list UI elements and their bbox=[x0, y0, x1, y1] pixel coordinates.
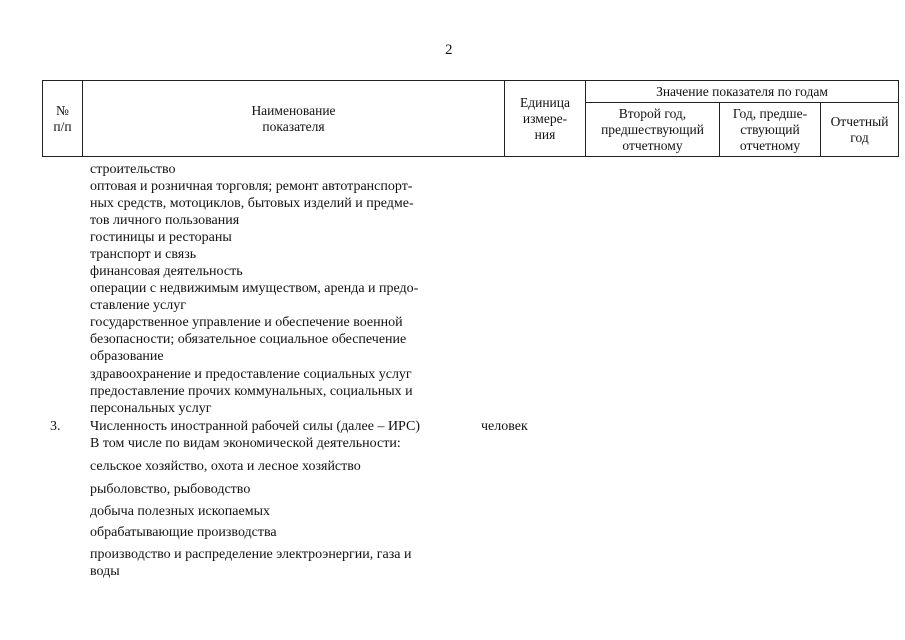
col-unit-header bbox=[505, 81, 586, 157]
header-text: Единица bbox=[519, 94, 570, 110]
header-text: показателя bbox=[262, 118, 325, 134]
col-prev-year-header bbox=[720, 103, 821, 157]
header-text: ния bbox=[534, 126, 556, 142]
list-item: В том числе по видам экономической деятельности: bbox=[90, 436, 401, 451]
list-item: образование bbox=[90, 349, 164, 364]
col-name-header bbox=[83, 81, 505, 157]
header-text: Второй год, bbox=[618, 105, 687, 121]
item-unit: человек bbox=[481, 419, 528, 434]
list-item: гостиницы и рестораны bbox=[90, 230, 232, 245]
col-report-year-header bbox=[821, 103, 899, 157]
header-text: Отчетный bbox=[830, 113, 889, 129]
list-item: безопасности; обязательное социальное обеспечение bbox=[90, 332, 407, 347]
list-item: воды bbox=[90, 564, 120, 579]
list-item: сельское хозяйство, охота и лесное хозяйство bbox=[90, 459, 361, 474]
header-text: год bbox=[850, 129, 869, 145]
header-text: предшествующий bbox=[601, 121, 704, 137]
list-item: предоставление прочих коммунальных, социальных и bbox=[90, 384, 413, 399]
list-item: операции с недвижимым имуществом, аренда и предо- bbox=[90, 281, 419, 296]
list-item: транспорт и связь bbox=[90, 247, 197, 262]
list-item: ставление услуг bbox=[90, 298, 186, 313]
list-item: персональных услуг bbox=[90, 401, 212, 416]
header-text: ствующий bbox=[740, 121, 800, 137]
list-item: производство и распределение электроэнергии, газа и bbox=[90, 547, 412, 562]
list-item: оптовая и розничная торговля; ремонт автотранспорт- bbox=[90, 179, 413, 194]
item-number: 3. bbox=[50, 419, 61, 434]
list-item: рыболовство, рыбоводство bbox=[90, 482, 251, 497]
header-text: отчетному bbox=[622, 137, 683, 153]
list-item: финансовая деятельность bbox=[90, 264, 243, 279]
header-text: измере- bbox=[522, 110, 568, 126]
header-text: № bbox=[56, 102, 69, 118]
list-item: здравоохранение и предоставление социальных услуг bbox=[90, 367, 412, 382]
col-second-year-header bbox=[586, 103, 720, 157]
list-item: строительство bbox=[90, 162, 176, 177]
col-values-header: Значение показателя по годам bbox=[586, 81, 899, 103]
list-item: государственное управление и обеспечение военной bbox=[90, 315, 403, 330]
item-title: Численность иностранной рабочей силы (далее – ИРС) bbox=[90, 419, 421, 434]
page-number: 2 bbox=[445, 42, 453, 58]
header-text: Наименование bbox=[251, 102, 336, 118]
list-item: тов личного пользования bbox=[90, 213, 240, 228]
col-number-header bbox=[43, 81, 83, 157]
header-table bbox=[42, 80, 899, 157]
header-text: п/п bbox=[53, 118, 72, 134]
list-item: ных средств, мотоциклов, бытовых изделий и предме- bbox=[90, 196, 414, 211]
header-text: отчетному bbox=[739, 137, 801, 153]
list-item: обрабатывающие производства bbox=[90, 525, 277, 540]
header-text: Год, предше- bbox=[732, 105, 808, 121]
list-item: добыча полезных ископаемых bbox=[90, 504, 270, 519]
